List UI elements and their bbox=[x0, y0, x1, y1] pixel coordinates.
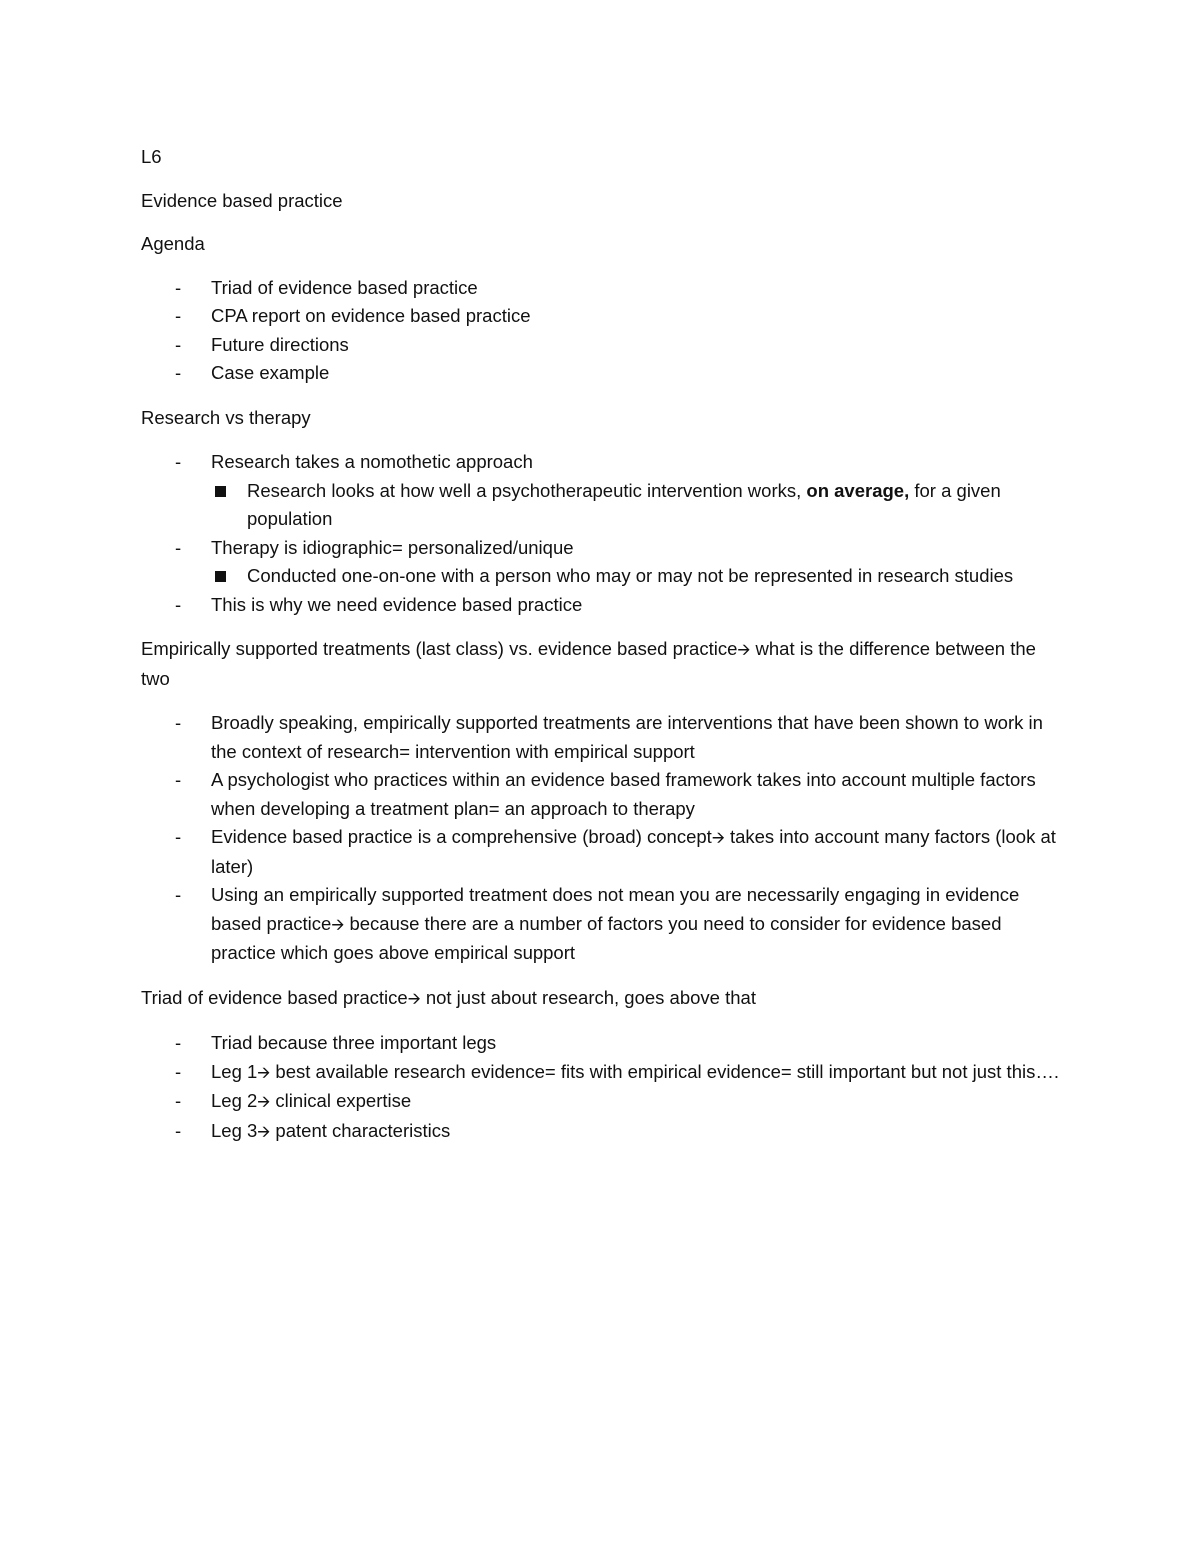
list-item: - Research takes a nomothetic approach bbox=[141, 448, 1061, 477]
list-item: - This is why we need evidence based practice bbox=[141, 591, 1061, 620]
text-run: for a given population bbox=[247, 479, 1001, 529]
text-run: what is the difference between the two bbox=[141, 638, 1036, 689]
text-run: Research looks at how well a psychotherapeutic intervention works, bbox=[247, 479, 802, 501]
agenda-heading: Agenda bbox=[141, 233, 205, 254]
triad-list bbox=[141, 1029, 1061, 1146]
document-body bbox=[141, 143, 1061, 1162]
research-vs-therapy-list bbox=[141, 448, 1061, 619]
arrow-icon: 🡪 bbox=[711, 828, 725, 847]
est-vs-ebp-list bbox=[141, 709, 1061, 968]
list-item: - Future directions bbox=[141, 331, 1061, 360]
list-item bbox=[141, 823, 1061, 881]
text-run: because there are a number of factors you need to consider for evidence based practice which goes above empirical support bbox=[211, 912, 1002, 963]
lecture-code: L6 bbox=[141, 146, 162, 167]
arrow-icon: 🡪 bbox=[257, 1121, 271, 1141]
list-item bbox=[141, 881, 1061, 968]
text-run: Leg 2 bbox=[211, 1090, 258, 1111]
list-item: - CPA report on evidence based practice bbox=[141, 302, 1061, 331]
text-run: Empirically supported treatments (last class) vs. evidence based practice bbox=[141, 638, 738, 659]
arrow-icon: 🡪 bbox=[257, 1062, 271, 1082]
emphasis-text: on average, bbox=[806, 479, 910, 501]
list-item: - Therapy is idiographic= personalized/unique bbox=[141, 534, 1061, 563]
list-item: - Broadly speaking, empirically supported treatments are interventions that have been shown to work in the context of research= intervention with empirical support bbox=[141, 709, 1061, 766]
list-item bbox=[141, 1058, 1061, 1088]
agenda-list bbox=[141, 274, 1061, 388]
text-run: Leg 1 bbox=[211, 1060, 258, 1082]
section-heading-research-vs-therapy: Research vs therapy bbox=[141, 406, 311, 428]
text-run: Using an empirically supported treatment does not mean you are necessarily engaging in evidence based practice bbox=[211, 884, 1020, 934]
text-run: Leg 3 bbox=[211, 1119, 258, 1141]
list-item: - Triad of evidence based practice bbox=[141, 274, 1061, 303]
list-item bbox=[141, 1087, 1061, 1117]
text-run: Evidence based practice is a comprehensive (broad) concept bbox=[211, 826, 712, 847]
lecture-title: Evidence based practice bbox=[141, 189, 343, 211]
list-item: - Triad because three important legs bbox=[141, 1029, 1061, 1058]
arrow-icon: 🡪 bbox=[737, 640, 751, 659]
sub-list-item: Conducted one-on-one with a person who may or may not be represented in research studies bbox=[141, 562, 1061, 591]
arrow-icon: 🡪 bbox=[257, 1092, 271, 1111]
section-heading-triad bbox=[141, 984, 1061, 1014]
text-run: clinical expertise bbox=[270, 1090, 412, 1111]
text-run: Triad of evidence based practice bbox=[141, 986, 408, 1008]
text-run: patent characteristics bbox=[270, 1119, 451, 1141]
list-item: - Case example bbox=[141, 359, 1061, 388]
text-run: not just about research, goes above that bbox=[420, 986, 756, 1008]
text-run: best available research evidence= fits with empirical evidence= still important but not just this…. bbox=[270, 1060, 1059, 1082]
arrow-icon: 🡪 bbox=[407, 988, 421, 1008]
sub-list-item bbox=[141, 477, 1061, 534]
list-item: - A psychologist who practices within an evidence based framework takes into account multiple factors when developing a treatment plan= an approach to therapy bbox=[141, 766, 1061, 823]
text-run: takes into account many factors (look at later) bbox=[211, 826, 1056, 877]
list-item bbox=[141, 1117, 1061, 1147]
section-heading-est-vs-ebp bbox=[141, 635, 1061, 693]
arrow-icon: 🡪 bbox=[331, 914, 345, 934]
